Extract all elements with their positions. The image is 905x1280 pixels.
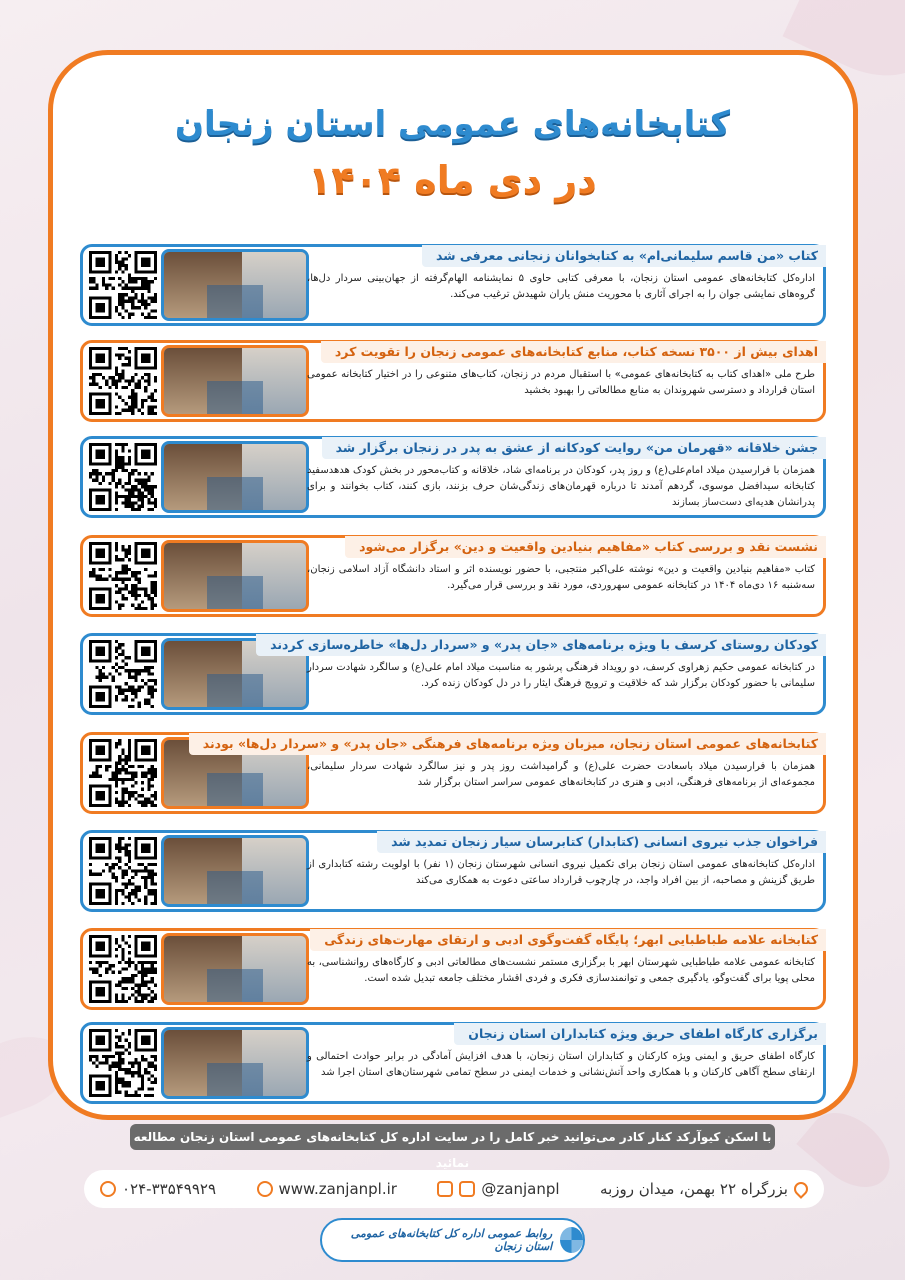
news-summary: اداره‌کل کتابخانه‌های عمومی استان زنجان، با معرفی کتابی حاوی ۵ نمایشنامه الهام‌گرفته از جهان‌بینی سردار دل‌ها، گروه‌های نمایشی جوان را به اجرای آثاری با محوریت منش یاران شهیدش ترغیب می‌کند. [307,273,815,300]
news-summary: اداره‌کل کتابخانه‌های عمومی استان زنجان برای تکمیل نیروی انسانی شهرستان زنجان (۱ نفر) با اولویت رشته کتابداری از طریق گزینش و مصاحبه، از بین افراد واجد، در چارچوب قرارداد ساعتی دعوت به همکاری می‌کند [307,859,815,886]
news-headline[interactable]: نشست نقد و بررسی کتاب «مفاهیم بنیادین واقعیت و دین» برگزار می‌شود [345,536,826,558]
qr-code[interactable] [87,347,159,415]
qr-code[interactable] [87,640,159,708]
qr-code[interactable] [87,251,159,319]
news-photo [161,540,309,612]
social-icon [437,1181,453,1197]
news-photo [161,835,309,907]
news-headline[interactable]: جشن خلاقانه «قهرمان من» روایت کودکانه از عشق به پدر در زنجان برگزار شد [322,437,826,459]
address-text: بزرگراه ۲۲ بهمن، میدان روزبه [600,1180,788,1198]
news-summary: در کتابخانه عمومی حکیم زهراوی کرسف، دو رویداد فرهنگی پرشور به مناسبت میلاد امام علی(ع) و سالگرد شهادت سردار سلیمانی با حضور کودکان برگزار شد که خلاقیت و ترویج فرهنگ ایثار را در دل کودکان زنده کرد. [307,662,815,689]
news-summary: کتابخانه عمومی علامه طباطبایی شهرستان ابهر با برگزاری مستمر نشست‌های مطالعاتی ادبی و کارگاه‌های روانشناسی، به محلی پویا برای گفت‌وگو، یادگیری جمعی و توانمندسازی فکری و فردی اقشار مختلف جامعه تبدیل شده است. [307,957,815,984]
news-headline[interactable]: برگزاری کارگاه اطفای حریق ویژه کتابداران استان زنجان [454,1023,826,1045]
phone-icon [100,1181,116,1197]
news-summary: کتاب «مفاهیم بنیادین واقعیت و دین» نوشته علی‌اکبر منتجبی، با حضور نویسنده اثر و استاد دانشگاه آزاد اسلامی زنجان، سه‌شنبه ۱۶ دی‌ماه ۱۴۰۴ در کتابخانه عمومی سهروردی، مورد نقد و بررسی قرار می‌گیرد. [307,564,815,591]
news-photo [161,345,309,417]
qr-code[interactable] [87,443,159,511]
qr-code[interactable] [87,739,159,807]
news-item[interactable] [80,244,826,326]
message-icon [459,1181,475,1197]
qr-code[interactable] [87,935,159,1003]
news-item[interactable] [80,436,826,518]
website-link[interactable] [257,1180,397,1198]
news-item[interactable] [80,633,826,715]
news-item[interactable] [80,928,826,1010]
news-summary: کارگاه اطفای حریق و ایمنی ویژه کارکنان و کتابداران استان زنجان، با هدف افزایش آمادگی در برابر حوادث احتمالی و ارتقای سطح آگاهی کارکنان و با همکاری واحد آتش‌نشانی و خدمات ایمنی در سطح تمامی شهرستان‌های استان اجرا شد [307,1051,815,1078]
news-headline[interactable]: کتاب «من قاسم سلیمانی‌ام» به کتابخوانان زنجانی معرفی شد [422,245,826,267]
qr-code[interactable] [87,542,159,610]
qr-code[interactable] [87,837,159,905]
news-headline[interactable]: کتابخانه علامه طباطبایی ابهر؛ پایگاه گفت‌وگوی ادبی و ارتقای مهارت‌های زندگی [310,929,826,951]
qr-code[interactable] [87,1029,159,1097]
news-summary: همزمان با فرارسیدن میلاد باسعادت حضرت علی(ع) و گرامیداشت روز پدر و نیز سالگرد شهادت سردار سلیمانی، مجموعه‌ای از برنامه‌های فرهنگی، ادبی و هنری در کتابخانه‌های عمومی سراسر استان برگزار شد [307,761,815,788]
news-headline[interactable]: کودکان روستای کرسف با ویژه برنامه‌های «جان پدر» و «سردار دل‌ها» خاطره‌سازی کردند [256,634,826,656]
news-photo [161,249,309,321]
news-headline[interactable]: فراخوان جذب نیروی انسانی (کتابدار) کتابرسان سیار زنجان تمدید شد [377,831,826,853]
social-text: @zanjanpl [481,1180,560,1198]
phone[interactable] [100,1180,216,1198]
address [600,1180,808,1198]
phone-text: ۰۲۴-۳۳۵۴۹۹۲۹ [122,1180,217,1198]
news-item[interactable] [80,535,826,617]
globe-icon [257,1181,273,1197]
news-summary: طرح ملی «اهدای کتاب به کتابخانه‌های عمومی» با استقبال مردم در زنجان، کتاب‌های متنوعی را در اختیار کتابخانه عمومی استان قرارداد و دسترسی شهروندان به منابع مطالعاتی را بهبود بخشید [307,369,815,396]
news-headline[interactable]: کتابخانه‌های عمومی استان زنجان، میزبان ویژه برنامه‌های فرهنگی «جان پدر» و «سردار دل‌ها» بودند [189,733,826,755]
news-photo [161,441,309,513]
library-logo-icon [560,1227,583,1253]
contact-bar [84,1170,824,1208]
news-headline[interactable]: اهدای بیش از ۳۵۰۰ نسخه کتاب، منابع کتابخانه‌های عمومی زنجان را تقویت کرد [321,341,826,363]
location-pin-icon [791,1179,811,1199]
news-photo [161,1027,309,1099]
social-handle[interactable] [437,1180,559,1198]
website-text: www.zanjanpl.ir [278,1180,397,1198]
logo-text: روابط عمومی اداره کل کتابخانه‌های عمومی استان زنجان [350,1227,553,1253]
page-subtitle: در دی ماه ۱۴۰۴ [308,158,597,202]
news-photo [161,933,309,1005]
news-summary: همزمان با فرارسیدن میلاد امام‌علی(ع) و روز پدر، کودکان در برنامه‌ای شاد، خلاقانه و کتاب‌محور در بخش کودک هدهدسفید کتابخانه سیدافضل موسوی، گردهم آمدند تا درباره قهرمان‌های زندگی‌شان حرف بزنند، بازی کنند، کتاب بخوانند و برای پدرانشان هدیه‌ای دست‌ساز بسازند [307,465,815,508]
news-item[interactable] [80,1022,826,1104]
page-title: کتابخانه‌های عمومی استان زنجان [174,104,731,144]
news-item[interactable] [80,340,826,422]
qr-instruction: با اسکن کیوآرکد کنار کادر می‌توانید خبر کامل را در سایت اداره کل کتابخانه‌های عمومی استان زنجان مطالعه نمائید [130,1124,775,1150]
organization-logo [320,1218,585,1262]
news-item[interactable] [80,830,826,912]
news-item[interactable] [80,732,826,814]
